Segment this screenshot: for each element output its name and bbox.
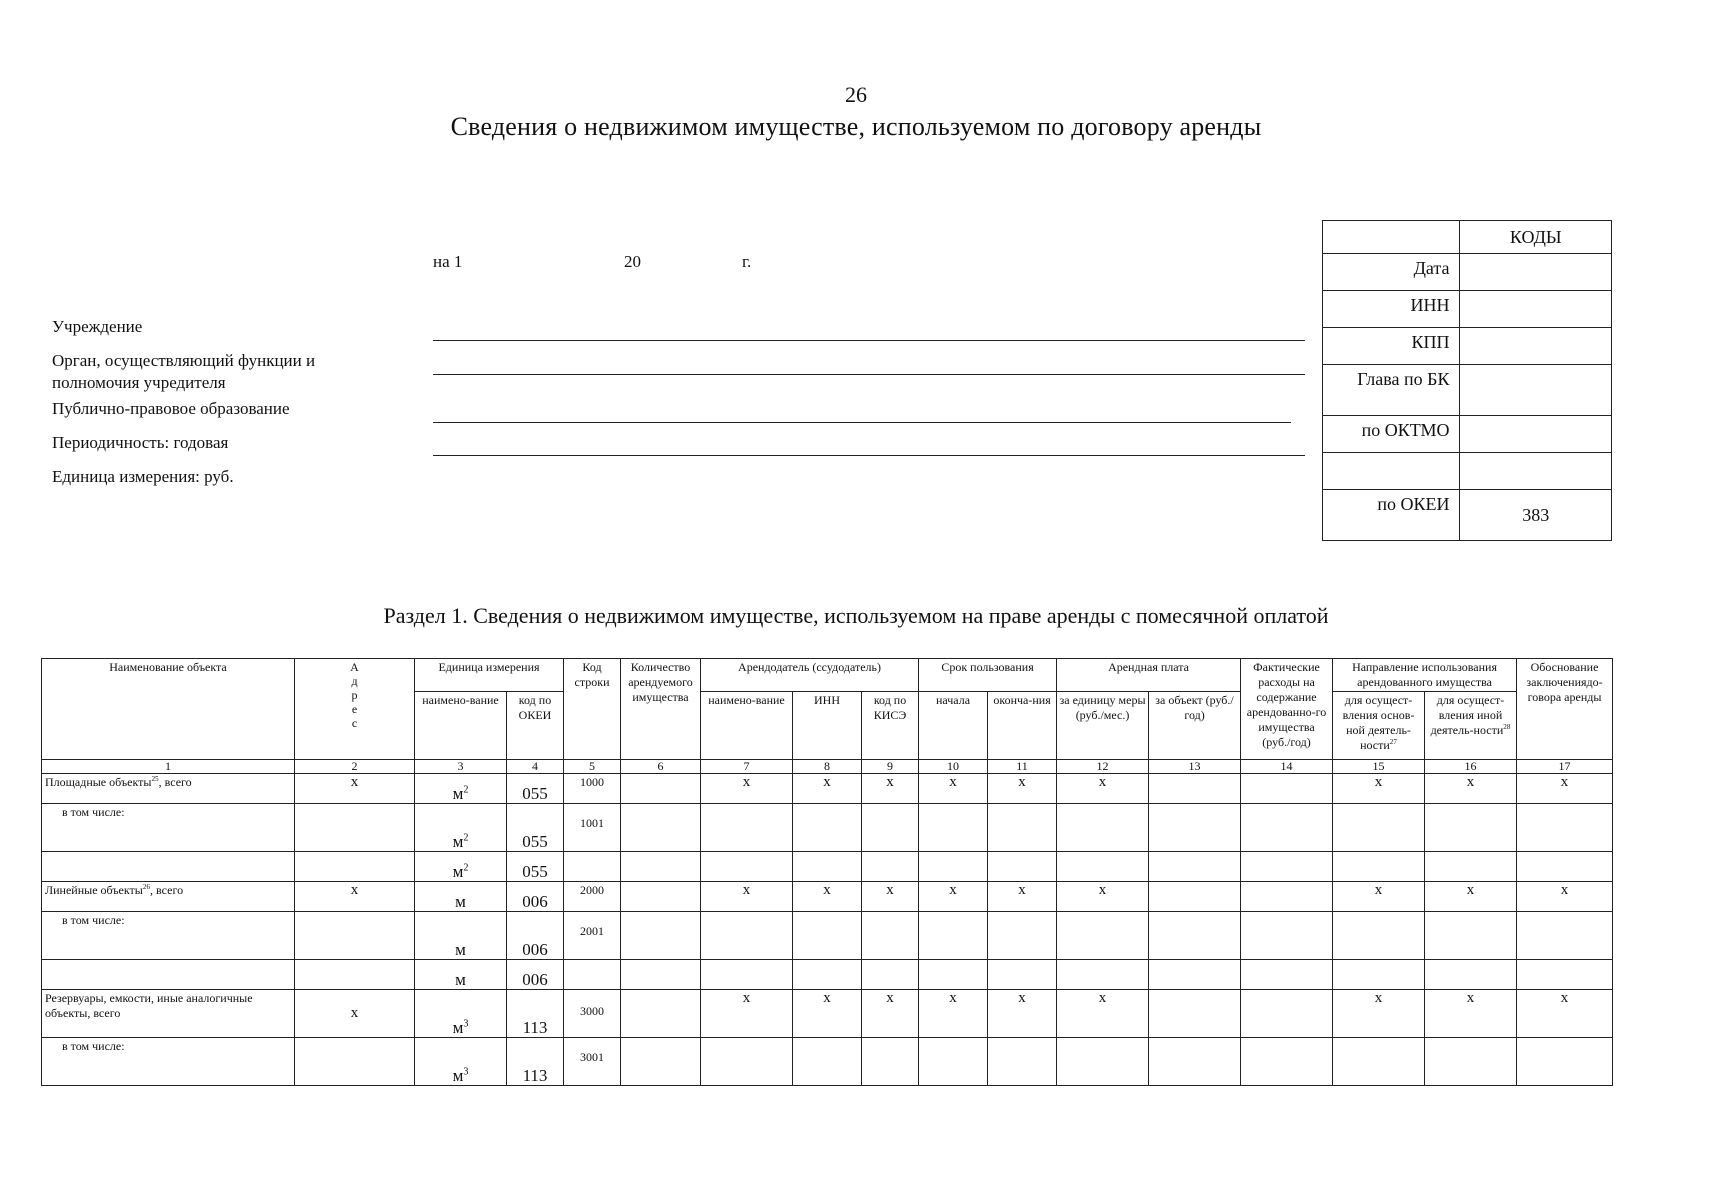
col-number: 13 bbox=[1149, 760, 1241, 774]
th-lessor-name: наимено-вание bbox=[701, 692, 793, 760]
x-mark: x bbox=[1333, 990, 1425, 1038]
line-code: 2001 bbox=[564, 912, 621, 960]
cell[interactable] bbox=[621, 960, 701, 990]
cell[interactable] bbox=[621, 912, 701, 960]
cell[interactable] bbox=[1241, 882, 1333, 912]
page-number: 26 bbox=[845, 82, 867, 107]
label-founder-line1: Орган, осуществляющий функции и bbox=[52, 351, 316, 370]
cell[interactable] bbox=[793, 912, 862, 960]
cell[interactable] bbox=[1241, 774, 1333, 804]
x-mark: x bbox=[988, 882, 1057, 912]
cell[interactable] bbox=[1241, 804, 1333, 852]
x-mark: x bbox=[1517, 882, 1613, 912]
label-municipality: Публично-правовое образование bbox=[52, 399, 290, 418]
cell[interactable] bbox=[1241, 960, 1333, 990]
cell[interactable] bbox=[42, 960, 295, 990]
cell[interactable] bbox=[1149, 912, 1241, 960]
unit-okei: 113 bbox=[507, 1038, 564, 1086]
cell[interactable] bbox=[1241, 990, 1333, 1038]
cell[interactable] bbox=[988, 912, 1057, 960]
row-name: Резервуары, емкости, иные аналогичные объекты, всего bbox=[42, 990, 295, 1038]
unit-okei: 006 bbox=[507, 912, 564, 960]
row-name: в том числе: bbox=[42, 1038, 295, 1086]
x-mark: x bbox=[919, 990, 988, 1038]
cell[interactable] bbox=[862, 912, 919, 960]
cell[interactable] bbox=[1517, 852, 1613, 882]
th-term-start: начала bbox=[919, 692, 988, 760]
row-name: в том числе: bbox=[42, 912, 295, 960]
cell[interactable] bbox=[1057, 804, 1149, 852]
unit-name: м bbox=[415, 882, 507, 912]
cell[interactable] bbox=[1333, 960, 1425, 990]
x-mark: x bbox=[701, 990, 793, 1038]
th-rent: Арендная плата bbox=[1057, 659, 1241, 692]
cell[interactable] bbox=[919, 960, 988, 990]
th-unit-code: код по ОКЕИ bbox=[507, 692, 564, 760]
cell[interactable] bbox=[701, 804, 793, 852]
th-basis: Обоснование заключениядо-говора аренды bbox=[1517, 659, 1613, 760]
unit-okei: 006 bbox=[507, 960, 564, 990]
x-mark: x bbox=[295, 774, 415, 804]
row-area-total bbox=[42, 774, 1613, 804]
th-name: Наименование объекта bbox=[42, 659, 295, 760]
cell[interactable] bbox=[1149, 882, 1241, 912]
cell[interactable] bbox=[564, 960, 621, 990]
row-area-including bbox=[42, 804, 1613, 852]
x-mark: x bbox=[701, 882, 793, 912]
cell[interactable] bbox=[621, 882, 701, 912]
row-tanks-total bbox=[42, 990, 1613, 1038]
x-mark: x bbox=[1333, 882, 1425, 912]
cell[interactable] bbox=[1241, 912, 1333, 960]
cell[interactable] bbox=[988, 1038, 1057, 1086]
label-institution: Учреждение bbox=[52, 317, 143, 336]
codes-kpp-value[interactable] bbox=[1460, 328, 1612, 365]
column-numbers-row bbox=[42, 760, 1613, 774]
codes-bk-value[interactable] bbox=[1460, 365, 1612, 416]
cell[interactable] bbox=[919, 912, 988, 960]
cell[interactable] bbox=[1057, 1038, 1149, 1086]
label-unit: Единица измерения: руб. bbox=[52, 467, 234, 486]
x-mark: x bbox=[793, 882, 862, 912]
label-periodicity: Периодичность: годовая bbox=[52, 433, 229, 452]
cell[interactable] bbox=[621, 852, 701, 882]
x-mark: x bbox=[862, 990, 919, 1038]
x-mark: x bbox=[988, 774, 1057, 804]
row-area-extra bbox=[42, 852, 1613, 882]
x-mark: x bbox=[1425, 882, 1517, 912]
codes-blank-label bbox=[1323, 453, 1460, 490]
codes-oktmo-label: по ОКТМО bbox=[1323, 416, 1460, 453]
th-rent-unit: за единицу меры (руб./мес.) bbox=[1057, 692, 1149, 760]
cell[interactable] bbox=[1425, 1038, 1517, 1086]
unit-name: м bbox=[415, 960, 507, 990]
cell[interactable] bbox=[1333, 852, 1425, 882]
cell[interactable] bbox=[701, 960, 793, 990]
cell[interactable] bbox=[1425, 852, 1517, 882]
codes-table bbox=[1322, 220, 1612, 541]
codes-header: КОДЫ bbox=[1460, 221, 1612, 254]
cell[interactable] bbox=[793, 852, 862, 882]
unit-name: $м^3$ bbox=[415, 1038, 507, 1086]
cell[interactable] bbox=[1517, 960, 1613, 990]
col-number: 12 bbox=[1057, 760, 1149, 774]
line-code: 1001 bbox=[564, 804, 621, 852]
unit-name: $м^3$ bbox=[415, 990, 507, 1038]
x-mark: x bbox=[793, 774, 862, 804]
th-address: Адрес bbox=[295, 659, 415, 760]
cell[interactable] bbox=[988, 852, 1057, 882]
th-rent-object: за объект (руб./год) bbox=[1149, 692, 1241, 760]
cell[interactable] bbox=[793, 804, 862, 852]
cell[interactable] bbox=[862, 1038, 919, 1086]
cell[interactable] bbox=[564, 852, 621, 882]
th-actual: Фактические расходы на содержание арендованно-го имущества (руб./год) bbox=[1241, 659, 1333, 760]
cell[interactable] bbox=[1333, 912, 1425, 960]
unit-okei: 055 bbox=[507, 852, 564, 882]
th-lessor: Арендодатель (ссудодатель) bbox=[701, 659, 919, 692]
x-mark: x bbox=[1425, 990, 1517, 1038]
x-mark: x bbox=[793, 990, 862, 1038]
date-prefix: на 1 bbox=[433, 252, 463, 271]
th-lessor-inn: ИНН bbox=[793, 692, 862, 760]
municipality-field-line[interactable] bbox=[433, 422, 1291, 423]
col-number: 15 bbox=[1333, 760, 1425, 774]
th-lessor-kise: код по КИСЭ bbox=[862, 692, 919, 760]
unit-okei: 006 bbox=[507, 882, 564, 912]
lease-table bbox=[41, 658, 1613, 1086]
cell[interactable] bbox=[1241, 1038, 1333, 1086]
col-number: 17 bbox=[1517, 760, 1613, 774]
col-number: 5 bbox=[564, 760, 621, 774]
cell[interactable] bbox=[1057, 960, 1149, 990]
section-title: Раздел 1. Сведения о недвижимом имуществе, используемом на праве аренды с помесячной оплатой bbox=[383, 603, 1329, 628]
cell[interactable] bbox=[793, 1038, 862, 1086]
unit-okei: 113 bbox=[507, 990, 564, 1038]
periodicity-field-line[interactable] bbox=[433, 455, 1305, 456]
cell[interactable] bbox=[1517, 912, 1613, 960]
col-number: 3 bbox=[415, 760, 507, 774]
th-dir-main: для осущест-вления основ-ной деятель-ности$^{27}$ bbox=[1333, 692, 1425, 760]
cell[interactable] bbox=[1149, 804, 1241, 852]
col-number: 11 bbox=[988, 760, 1057, 774]
cell[interactable] bbox=[295, 852, 415, 882]
date-suffix: г. bbox=[742, 252, 752, 271]
col-number: 14 bbox=[1241, 760, 1333, 774]
cell[interactable] bbox=[621, 990, 701, 1038]
cell[interactable] bbox=[1425, 960, 1517, 990]
line-code: 2000 bbox=[564, 882, 621, 912]
cell[interactable] bbox=[793, 960, 862, 990]
cell[interactable] bbox=[701, 912, 793, 960]
codes-okei-label: по ОКЕИ bbox=[1323, 490, 1460, 541]
cell[interactable] bbox=[988, 960, 1057, 990]
cell[interactable] bbox=[295, 960, 415, 990]
line-code: 3001 bbox=[564, 1038, 621, 1086]
cell[interactable] bbox=[862, 960, 919, 990]
cell[interactable] bbox=[1517, 1038, 1613, 1086]
cell[interactable] bbox=[621, 774, 701, 804]
th-unit-name: наимено-вание bbox=[415, 692, 507, 760]
unit-okei: 055 bbox=[507, 774, 564, 804]
unit-name: м bbox=[415, 912, 507, 960]
codes-inn-value[interactable] bbox=[1460, 291, 1612, 328]
col-number: 9 bbox=[862, 760, 919, 774]
cell[interactable] bbox=[1149, 1038, 1241, 1086]
col-number: 10 bbox=[919, 760, 988, 774]
cell[interactable] bbox=[919, 1038, 988, 1086]
x-mark: x bbox=[701, 774, 793, 804]
cell[interactable] bbox=[1517, 804, 1613, 852]
th-line-code: Код строки bbox=[564, 659, 621, 760]
cell[interactable] bbox=[621, 804, 701, 852]
line-code: 3000 bbox=[564, 990, 621, 1038]
x-mark: x bbox=[1517, 990, 1613, 1038]
label-founder-line2: полномочия учредителя bbox=[52, 373, 226, 392]
cell[interactable] bbox=[42, 852, 295, 882]
row-linear-extra bbox=[42, 960, 1613, 990]
cell[interactable] bbox=[1333, 804, 1425, 852]
cell[interactable] bbox=[1057, 852, 1149, 882]
unit-name: $м^2$ bbox=[415, 774, 507, 804]
x-mark: x bbox=[862, 774, 919, 804]
codes-date-value[interactable] bbox=[1460, 254, 1612, 291]
cell[interactable] bbox=[701, 1038, 793, 1086]
x-mark: x bbox=[988, 990, 1057, 1038]
col-number: 8 bbox=[793, 760, 862, 774]
row-name: Линейные объекты$^{26}$, всего bbox=[42, 882, 295, 912]
col-number: 7 bbox=[701, 760, 793, 774]
codes-inn-label: ИНН bbox=[1323, 291, 1460, 328]
cell[interactable] bbox=[295, 804, 415, 852]
x-mark: x bbox=[295, 990, 415, 1038]
row-tanks-including bbox=[42, 1038, 1613, 1086]
x-mark: x bbox=[919, 882, 988, 912]
cell[interactable] bbox=[295, 1038, 415, 1086]
cell[interactable] bbox=[1149, 960, 1241, 990]
cell[interactable] bbox=[1425, 912, 1517, 960]
th-term-end: оконча-ния bbox=[988, 692, 1057, 760]
cell[interactable] bbox=[862, 852, 919, 882]
cell[interactable] bbox=[1057, 912, 1149, 960]
founder-field-line[interactable] bbox=[433, 374, 1305, 375]
col-number: 1 bbox=[42, 760, 295, 774]
cell[interactable] bbox=[621, 1038, 701, 1086]
col-number: 16 bbox=[1425, 760, 1517, 774]
line-code: 1000 bbox=[564, 774, 621, 804]
x-mark: x bbox=[1057, 882, 1149, 912]
col-number: 6 bbox=[621, 760, 701, 774]
th-direction: Направление использования арендованного имущества bbox=[1333, 659, 1517, 692]
unit-name: $м^2$ bbox=[415, 804, 507, 852]
x-mark: x bbox=[1333, 774, 1425, 804]
cell[interactable] bbox=[988, 804, 1057, 852]
cell[interactable] bbox=[862, 804, 919, 852]
codes-okei-value: 383 bbox=[1460, 490, 1612, 541]
row-name: в том числе: bbox=[42, 804, 295, 852]
unit-okei: 055 bbox=[507, 804, 564, 852]
x-mark: x bbox=[862, 882, 919, 912]
cell[interactable] bbox=[1149, 852, 1241, 882]
institution-field-line[interactable] bbox=[433, 340, 1305, 341]
x-mark: x bbox=[919, 774, 988, 804]
col-number: 2 bbox=[295, 760, 415, 774]
cell[interactable] bbox=[919, 804, 988, 852]
cell[interactable] bbox=[919, 852, 988, 882]
th-quantity: Количество арендуемого имущества bbox=[621, 659, 701, 760]
cell[interactable] bbox=[1149, 990, 1241, 1038]
cell[interactable] bbox=[1241, 852, 1333, 882]
cell[interactable] bbox=[1149, 774, 1241, 804]
codes-oktmo-value[interactable] bbox=[1460, 416, 1612, 453]
row-linear-total bbox=[42, 882, 1613, 912]
cell[interactable] bbox=[1333, 1038, 1425, 1086]
col-number: 4 bbox=[507, 760, 564, 774]
row-name: Площадные объекты$^{25}$, всего bbox=[42, 774, 295, 804]
x-mark: x bbox=[1057, 774, 1149, 804]
codes-kpp-label: КПП bbox=[1323, 328, 1460, 365]
cell[interactable] bbox=[295, 912, 415, 960]
th-term: Срок пользования bbox=[919, 659, 1057, 692]
cell[interactable] bbox=[701, 852, 793, 882]
th-dir-other: для осущест-вления иной деятель-ности$^{28}$ bbox=[1425, 692, 1517, 760]
x-mark: x bbox=[295, 882, 415, 912]
codes-blank-value[interactable] bbox=[1460, 453, 1612, 490]
date-year: 20 bbox=[624, 252, 641, 271]
x-mark: x bbox=[1517, 774, 1613, 804]
unit-name: $м^2$ bbox=[415, 852, 507, 882]
codes-date-label: Дата bbox=[1323, 254, 1460, 291]
x-mark: x bbox=[1425, 774, 1517, 804]
page-title: Сведения о недвижимом имуществе, используемом по договору аренды bbox=[450, 112, 1262, 141]
codes-bk-label: Глава по БК bbox=[1323, 365, 1460, 416]
th-unit: Единица измерения bbox=[415, 659, 564, 692]
row-linear-including bbox=[42, 912, 1613, 960]
x-mark: x bbox=[1057, 990, 1149, 1038]
cell[interactable] bbox=[1425, 804, 1517, 852]
